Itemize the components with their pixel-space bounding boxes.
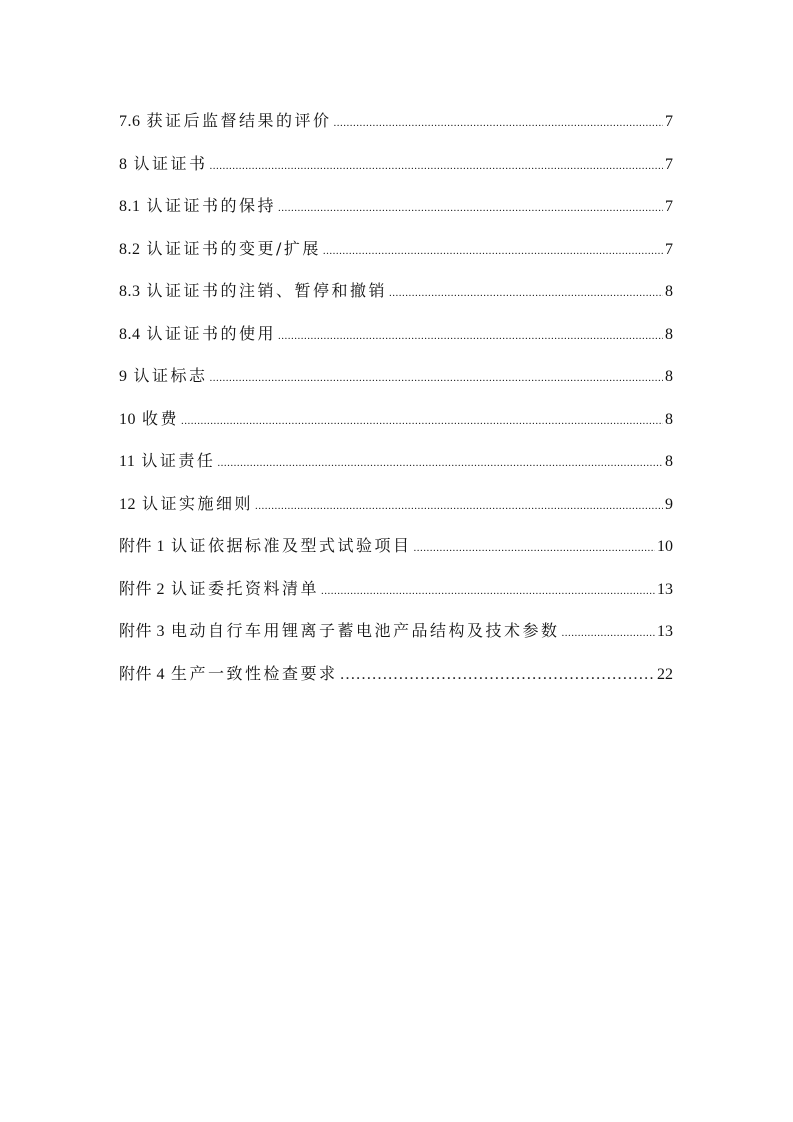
toc-entry-title: 认证标志 bbox=[133, 366, 208, 385]
toc-entry-page: 22 bbox=[657, 665, 673, 683]
toc-dot-leader bbox=[210, 355, 663, 400]
toc-entry-title: 认证证书 bbox=[133, 153, 208, 173]
toc-dot-leader bbox=[210, 143, 663, 188]
toc-entry-title: 认证依据标准及型式试验项目 bbox=[171, 536, 412, 555]
toc-entry-9[interactable] bbox=[119, 355, 673, 398]
toc-entry-number: 8.2 bbox=[119, 240, 141, 258]
toc-entry-8-1[interactable] bbox=[119, 185, 673, 228]
toc-entry-number: 附件 3 bbox=[119, 623, 166, 640]
toc-entry-page: 10 bbox=[657, 538, 673, 555]
toc-entry-title: 认证证书的使用 bbox=[146, 323, 277, 343]
toc-entry-appendix-4[interactable] bbox=[119, 653, 673, 696]
toc-dot-leader bbox=[323, 228, 663, 273]
toc-entry-8-4[interactable] bbox=[119, 313, 673, 356]
toc-entry-appendix-1[interactable] bbox=[119, 525, 673, 568]
toc-entry-page: 7 bbox=[665, 198, 673, 215]
toc-entry-page: 7 bbox=[665, 155, 673, 173]
toc-entry-number: 9 bbox=[119, 368, 128, 385]
toc-entry-title: 认证证书的变更/扩展 bbox=[146, 238, 321, 258]
toc-entry-12[interactable] bbox=[119, 483, 673, 526]
toc-dot-leader bbox=[334, 100, 663, 145]
toc-ellipsis-leader bbox=[340, 653, 655, 697]
toc-entry-number: 8.4 bbox=[119, 325, 141, 343]
toc-dot-leader bbox=[181, 398, 663, 443]
toc-entry-page: 8 bbox=[665, 368, 673, 385]
toc-entry-10[interactable] bbox=[119, 398, 673, 441]
toc-entry-appendix-2[interactable] bbox=[119, 568, 673, 611]
toc-entry-number: 7.6 bbox=[119, 113, 141, 130]
toc-entry-8[interactable] bbox=[119, 143, 673, 186]
toc-entry-7-6[interactable] bbox=[119, 100, 673, 143]
toc-dot-leader bbox=[321, 568, 655, 613]
toc-entry-title: 认证实施细则 bbox=[142, 493, 254, 513]
toc-dot-leader bbox=[217, 440, 663, 485]
toc-entry-title: 认证证书的注销、暂停和撤销 bbox=[146, 281, 388, 300]
toc-entry-page: 8 bbox=[665, 325, 673, 343]
toc-dot-leader bbox=[278, 313, 663, 358]
toc-entry-number: 附件 2 bbox=[119, 580, 166, 598]
toc-entry-number: 10 bbox=[119, 410, 136, 428]
toc-entry-number: 8.1 bbox=[119, 198, 141, 215]
toc-entry-number: 附件 4 bbox=[119, 665, 166, 683]
toc-entry-page: 8 bbox=[665, 453, 673, 470]
toc-entry-number: 8.3 bbox=[119, 283, 141, 300]
toc-entry-title: 获证后监督结果的评价 bbox=[146, 111, 332, 130]
toc-entry-number: 8 bbox=[119, 155, 128, 173]
toc-entry-number: 12 bbox=[119, 495, 136, 513]
toc-entry-page: 8 bbox=[665, 283, 673, 300]
toc-dot-leader bbox=[562, 610, 655, 655]
toc-entry-title: 认证委托资料清单 bbox=[171, 578, 320, 598]
toc-entry-title: 收费 bbox=[142, 408, 180, 428]
toc-dot-leader bbox=[255, 483, 663, 528]
toc-entry-page: 13 bbox=[657, 623, 673, 640]
toc-entry-page: 7 bbox=[665, 240, 673, 258]
toc-entry-title: 认证证书的保持 bbox=[146, 196, 277, 215]
toc-entry-page: 7 bbox=[665, 113, 673, 130]
table-of-contents bbox=[119, 100, 673, 695]
toc-entry-page: 13 bbox=[657, 580, 673, 598]
toc-entry-number: 11 bbox=[119, 453, 136, 470]
toc-entry-title: 生产一致性检查要求 bbox=[171, 663, 338, 683]
toc-entry-title: 认证责任 bbox=[141, 451, 216, 470]
toc-dot-leader bbox=[414, 525, 655, 570]
toc-entry-number: 附件 1 bbox=[119, 538, 166, 555]
toc-entry-8-3[interactable] bbox=[119, 270, 673, 313]
toc-dot-leader bbox=[389, 270, 663, 315]
toc-entry-page: 8 bbox=[665, 410, 673, 428]
toc-dot-leader bbox=[278, 185, 663, 230]
toc-entry-8-2[interactable] bbox=[119, 228, 673, 271]
toc-entry-title: 电动自行车用锂离子蓄电池产品结构及技术参数 bbox=[171, 621, 560, 640]
toc-entry-appendix-3[interactable] bbox=[119, 610, 673, 653]
toc-entry-11[interactable] bbox=[119, 440, 673, 483]
toc-entry-page: 9 bbox=[665, 495, 673, 513]
